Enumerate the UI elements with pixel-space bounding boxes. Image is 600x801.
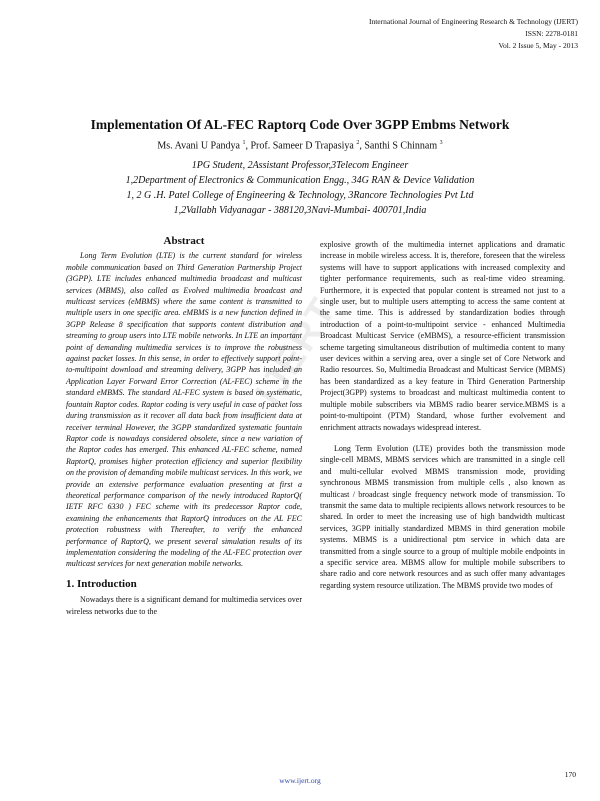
author-sup: 2 bbox=[356, 140, 360, 146]
affiliation-line: 1,2Department of Electronics & Communication Engg., 34G RAN & Device Validation bbox=[125, 175, 475, 186]
affiliations bbox=[0, 158, 600, 218]
paper-title: Implementation Of AL-FEC Raptorq Code Over 3GPP Embms Network bbox=[90, 117, 510, 132]
author-name: Prof. Sameer D Trapasiya bbox=[250, 140, 354, 152]
body-paragraph: explosive growth of the multimedia internet applications and dramatic increase in mobile wireless access. It is, therefore, foreseen that the wireless systems will have to support applications with increased complexity and tighter performance requirements, such as real-time video streaming. Furthermore, it is expected that popular content is streamed not just to a single user, but to multiple users attempting to access the same content at the same time. This is addressed by standardization bodies through introduction of a point-to-multipoint service - enhanced Multimedia Broadcast Multicast Service (eMBMS), a resource-efficient transmission scheme targeting simultaneous distribution of multimedia content to many user devices within a serving area, over a single set of Core Network and Radio resources. So, Multimedia Broadcast and Multicast Service (MBMS) has been standardized as a key feature in Third Generation Partnership Project(3GPP) systems to broadcast and multicast multimedia content to multiple mobile subscribers via MBMS radio bearer service.MBMS is a point-to-multipoint (PTM) Standard, whose further evolvement and enrichment attracts nowadays widespread interest. bbox=[320, 240, 565, 432]
affiliation-line: 1,2Vallabh Vidyanagar - 388120,3Navi-Mumbai- 400701,India bbox=[173, 205, 427, 216]
left-column bbox=[66, 236, 302, 617]
author-list: Ms. Avani U Pandya $^1$, Prof. Sameer D Trapasiya $^2$, Santhi S Chinnam $^3$ bbox=[157, 140, 443, 152]
author-sup: 1 bbox=[242, 140, 246, 146]
affiliation-line: 1, 2 G .H. Patel College of Engineering & Technology, 3Rancore Technologies Pvt Ltd bbox=[126, 190, 474, 201]
page-number: 170 bbox=[564, 770, 576, 779]
ijert-watermark: IJERT bbox=[247, 290, 346, 413]
author-name: Ms. Avani U Pandya bbox=[157, 140, 240, 152]
introduction-text: Nowadays there is a significant demand for multimedia services over wireless networks due to the bbox=[66, 595, 302, 616]
issn: ISSN: 2278-0181 bbox=[525, 29, 578, 38]
affiliation-line: 1PG Student, 2Assistant Professor,3Telecom Engineer bbox=[191, 160, 409, 171]
author-name: Santhi S Chinnam bbox=[364, 140, 438, 152]
abstract-heading: Abstract bbox=[163, 235, 205, 247]
volume-issue: Vol. 2 Issue 5, May - 2013 bbox=[498, 41, 578, 50]
introduction-heading: 1. Introduction bbox=[66, 577, 137, 590]
journal-header bbox=[369, 16, 578, 52]
abstract-text: Long Term Evolution (LTE) is the current standard for wireless mobile communication based on Third Generation Partnership Project (3GPP). LTE includes enhanced multimedia broadcast and multicast services (MBMS), also called as Evolved multimedia broadcast and multicast services (eMBMS) where the same content is transmitted to multiple users in one specific area. eMBMS is a new function defined in 3GPP Release 8 specification that supports content distribution and streaming to group users into LTE mobile networks. In LTE an important point of demanding multimedia services is to improve the robustness against packet losses. In this sense, in order to effectively support point-to-multipoint download and streaming delivery, 3GPP has included an Application Layer Forward Error Correction (AL-FEC) scheme in the standard eMBMS. The standard AL-FEC system is based on systematic, fountain Raptor codes. Raptor coding is very useful in case of packet loss during transmission as it recover all data back from insufficient data at receiver terminal However, the 3GPP standardized systematic fountain Raptor code is nowadays considered obsolete, since a new variation of the Raptor codes has emerged. This enhanced AL-FEC scheme, named RaptorQ, promises higher protection efficiency and superior flexibility on the provision of demanding mobile multicast services. In this work, we provide an extensive performance evaluation presenting at first a theoretical performance comparison of the newly introduced RaptorQ( IETF RFC 6330 ) FEC scheme with its predecessor Raptor code, examining the enhancements that RaptorQ introduces on the AL FEC protection robustness with Thereafter, to verify the enhanced performance of RaptorQ, we present several simulation results of its implementation considering the modeling of the AL-FEC protection over multicast services for next generation mobile networks. bbox=[66, 251, 302, 569]
right-column bbox=[320, 239, 565, 591]
journal-name: International Journal of Engineering Research & Technology (IJERT) bbox=[368, 17, 578, 26]
footer-url[interactable]: www.ijert.org bbox=[279, 776, 321, 785]
body-paragraph: Long Term Evolution (LTE) provides both the transmission mode single-cell MBMS, MBMS services which are transmitted in a single cell and multi-cellular evolved MBMS transmission mode, providing synchronous MBMS transmission from multiple cells , also known as multicast / broadcast single frequency network mode of transmission. To transmit the same data to multiple recipients allows network resources to be shared. In order to meet the increasing use of high bandwidth multicast services, 3GPP initially standardized MBMS in third generation mobile systems. MBMS is a unidirectional ptm service in which data are transmitted from a single source to a group of multiple mobile endpoints in a specific service area. MBMS allow for multiple mobile subscribers to share radio and core network resources and as such offer many advantages regarding system resource utilization. The MBMS provide two modes of bbox=[320, 443, 565, 590]
author-sup: 3 bbox=[439, 140, 443, 146]
